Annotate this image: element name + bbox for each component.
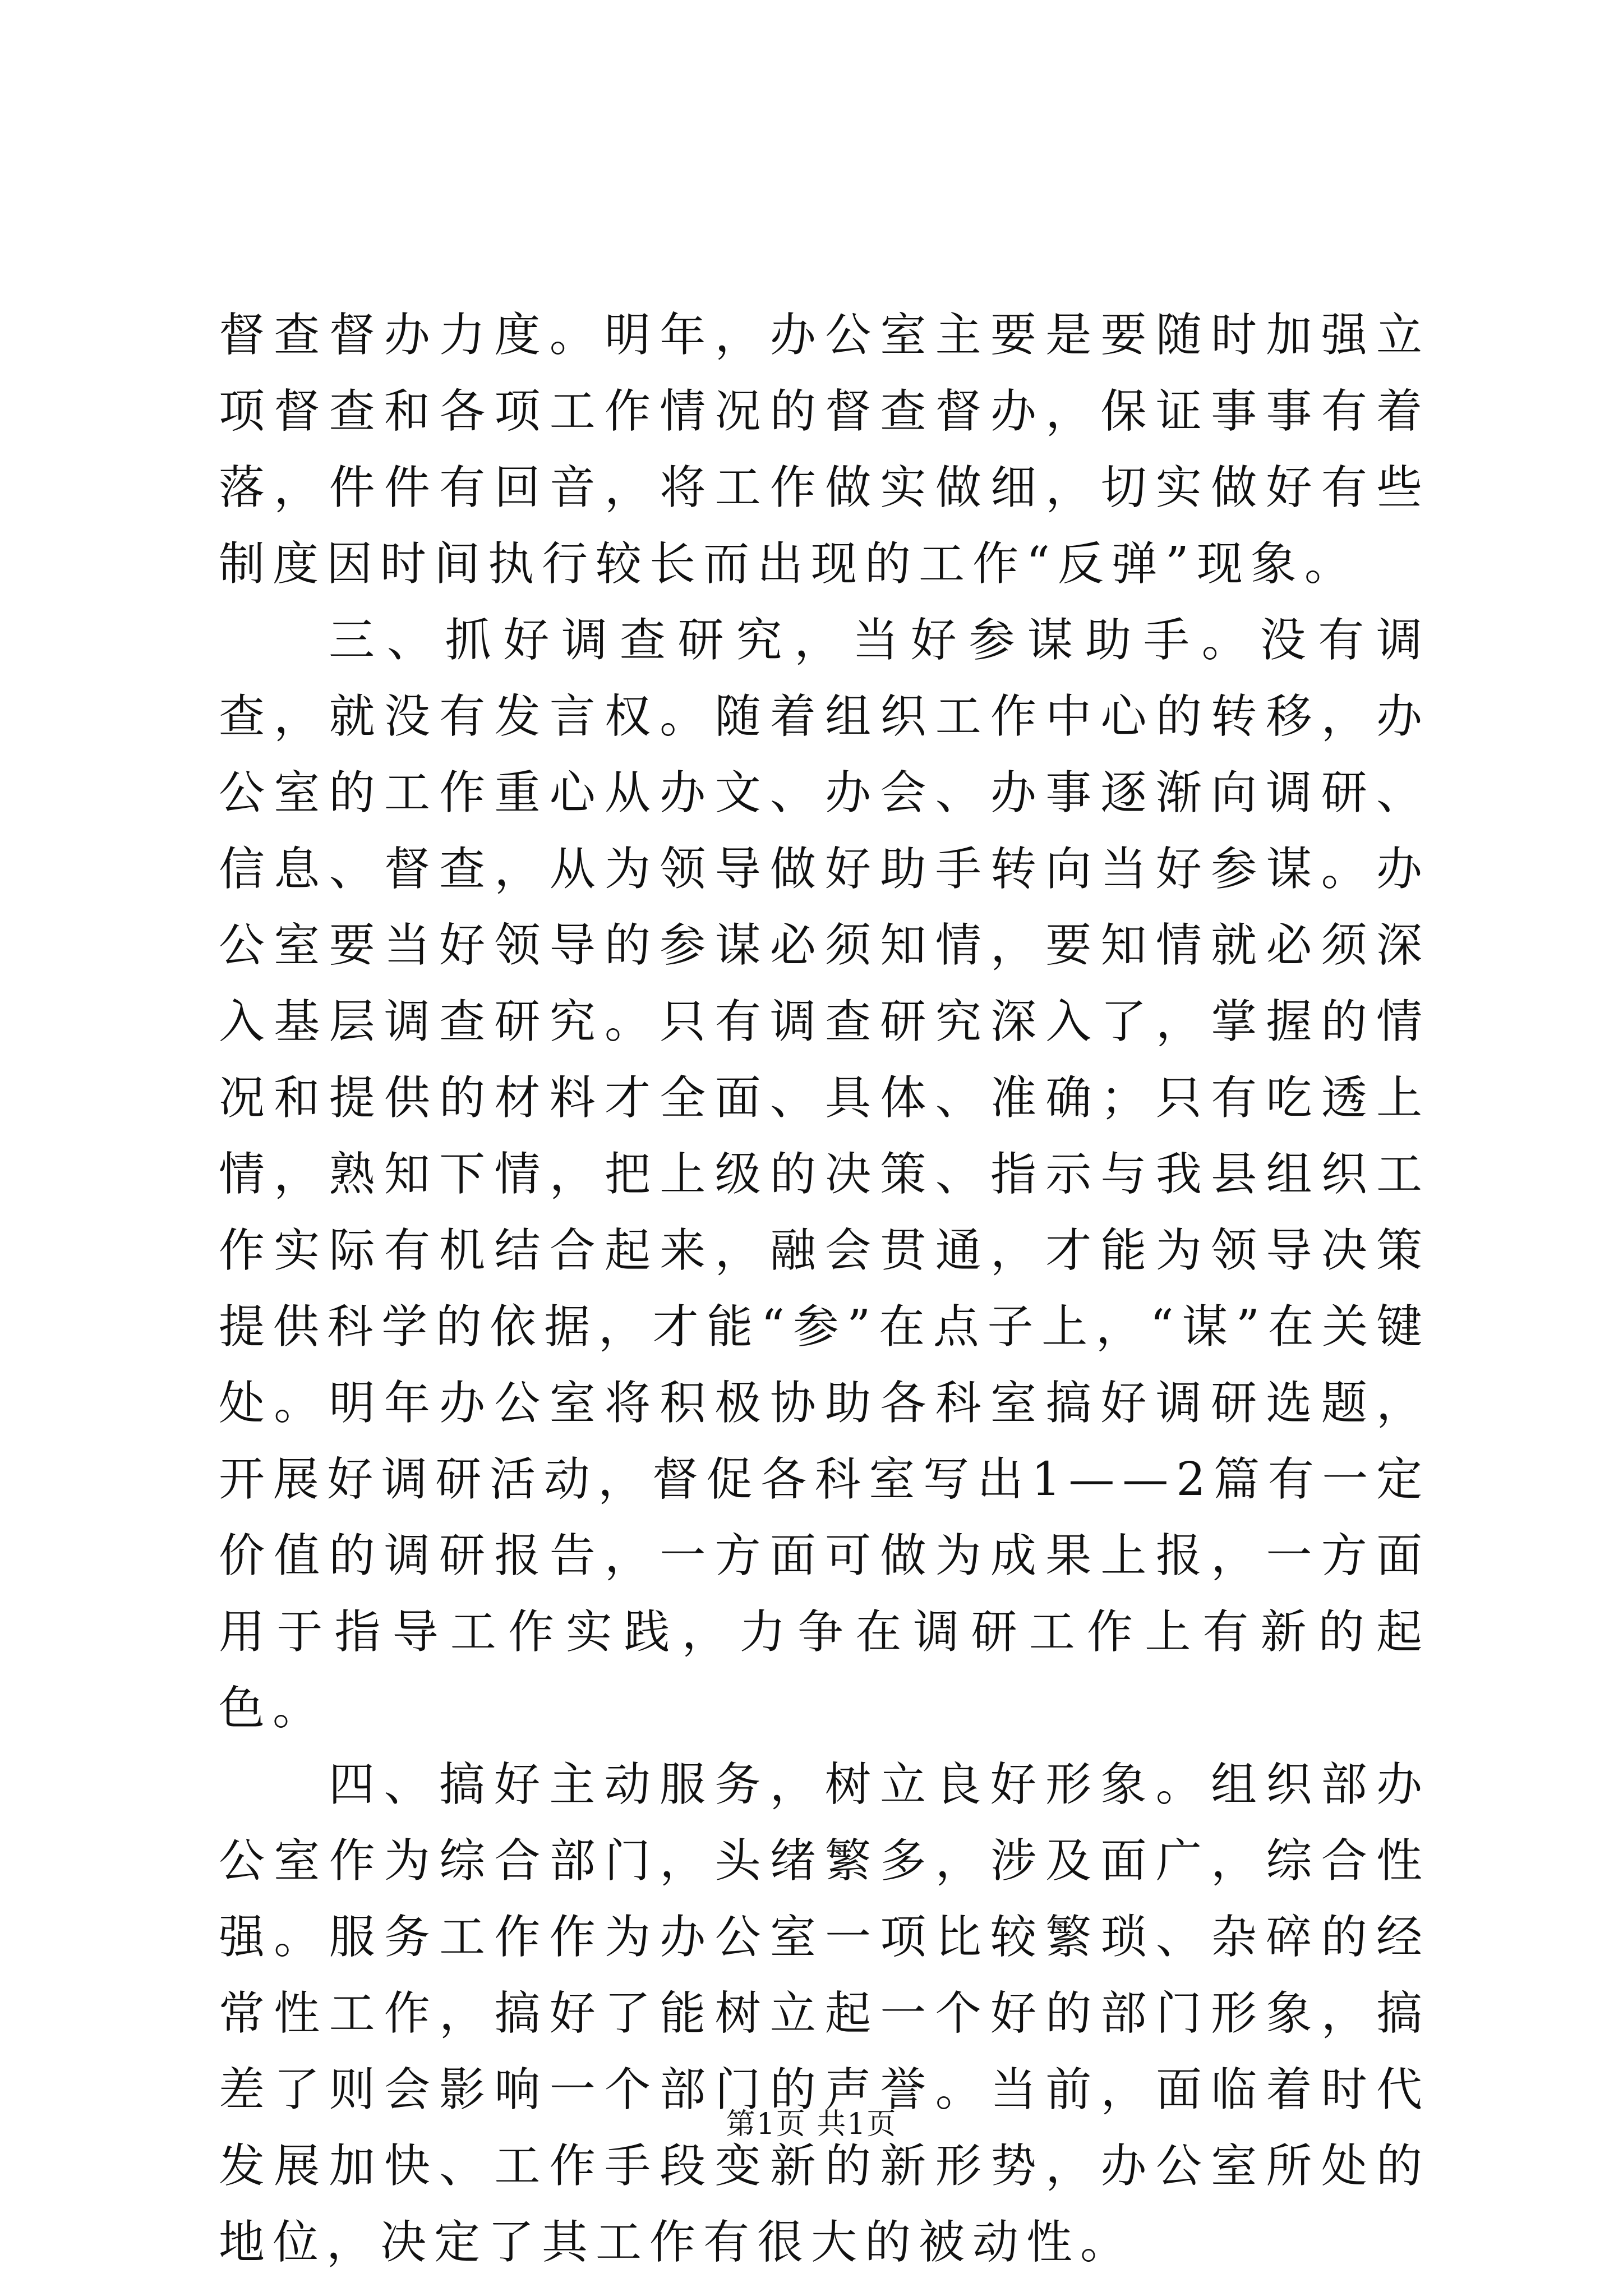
paragraph-section-three: 三、抓好调查研究，当好参谋助手。没有调查，就没有发言权。随着组织工作中心的转移，办公室的工作重心从办文、办会、办事逐渐向调研、信息、督查，从为领导做好助手转向当好参谋。办公室要当好领导的参谋必须知情，要知情就必须深入基层调查研究。只有调查研究深入了，掌握的情况和提供的材料才全面、具体、准确；只有吃透上情，熟知下情，把上级的决策、指示与我县组织工作实际有机结合起来，融会贯通，才能为领导决策提供科学的依据，才能“参”在点子上，“谋”在关键处。明年办公室将积极协助各科室搞好调研选题，开展好调研活动，督促各科室写出1——2篇有一定价值的调研报告，一方面可做为成果上报，一方面用于指导工作实践，力争在调研工作上有新的起色。 (219, 614, 1430, 1735)
document-body (219, 297, 1430, 2281)
page-number-footer: 第1页 共1页 (726, 2108, 897, 2141)
paragraph-continued: 督查督办力度。明年，办公室主要是要随时加强立项督查和各项工作情况的督查督办，保证事事有着落，件件有回音，将工作做实做细，切实做好有些制度因时间执行较长而出现的工作“反弹”现象。 (219, 309, 1430, 591)
paragraph-section-four: 四、搞好主动服务，树立良好形象。组织部办公室作为综合部门，头绪繁多，涉及面广，综合性强。服务工作作为办公室一项比较繁琐、杂碎的经常性工作，搞好了能树立起一个好的部门形象，搞差了则会影响一个部门的声誉。当前，面临着时代发展加快、工作手段变新的新形势，办公室所处的地位，决定了其工作有很大的被动性。 (219, 1758, 1430, 2269)
